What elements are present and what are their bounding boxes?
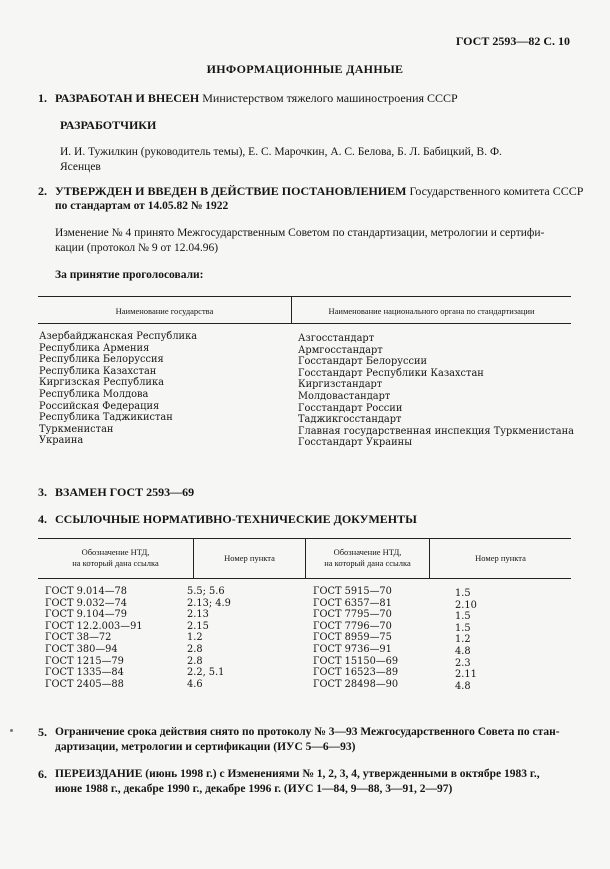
ref-doc: ГОСТ 7795—70	[313, 609, 392, 621]
ref-doc: ГОСТ 16523—89	[313, 667, 399, 679]
section-1-bold: РАЗРАБОТАН И ВНЕСЕН	[55, 91, 200, 105]
page-title: ИНФОРМАЦИОННЫЕ ДАННЫЕ	[206, 62, 404, 76]
references-table	[38, 538, 571, 703]
standards-body-name: Азгосстандарт	[298, 333, 375, 344]
ref-item: 1.5	[455, 588, 471, 599]
ref-doc: ГОСТ 1215—79	[45, 655, 124, 667]
state-name: Республика Таджикистан	[39, 412, 173, 424]
section-6	[38, 767, 588, 783]
ref-header-doc-left	[38, 547, 193, 569]
ref-item: 4.6	[187, 678, 203, 690]
ref-item: 2.13; 4.9	[187, 597, 231, 609]
section-5-line-2: дартизации, метрологии и сертификации (ИУС 5—6—93)	[55, 741, 356, 753]
state-name: Российская Федерация	[39, 400, 160, 412]
section-6-bold: ПЕРЕИЗДАНИЕ	[55, 768, 143, 780]
vote-table-bodies	[298, 333, 574, 449]
state-name: Киргизская Республика	[39, 377, 164, 389]
ref-doc: ГОСТ 8959—75	[313, 632, 392, 644]
ref-item: 5.5; 5.6	[187, 586, 225, 597]
section-6-number: 6.	[38, 767, 47, 781]
ref-item: 4.8	[455, 645, 471, 657]
section-2-bold: УТВЕРЖДЕН И ВВЕДЕН В ДЕЙСТВИЕ ПОСТАНОВЛЕНИЕМ	[55, 184, 407, 198]
section-5-line-1: Ограничение срока действия снято по протоколу № 3—93 Межгосударственного Совета по стан-	[55, 726, 560, 738]
ref-doc: ГОСТ 7796—70	[313, 620, 392, 632]
ref-left-docs	[45, 586, 143, 690]
standards-body-name: Армгосстандарт	[298, 344, 383, 356]
ref-doc: ГОСТ 5915—70	[313, 586, 392, 597]
ref-header-doc-line-1: Обозначение НТД,	[81, 547, 150, 557]
section-6-line-2: июне 1988 г., декабре 1990 г., декабре 1996 г. (ИУС 1—84, 9—88, 3—91, 2—97)	[55, 783, 453, 795]
vote-table	[38, 296, 574, 456]
ref-item: 4.8	[455, 680, 471, 692]
ref-item: 2.8	[187, 655, 203, 667]
state-name: Украина	[39, 435, 84, 447]
ref-item: 1.2	[187, 632, 203, 644]
state-name: Республика Белоруссия	[39, 354, 164, 366]
change-note-line-2: кации (протокол № 9 от 12.04.96)	[55, 242, 219, 254]
standards-body-name: Таджикгосстандарт	[298, 414, 402, 426]
section-3	[38, 485, 338, 501]
vote-table-header-body: Наименование национального органа по стандартизации	[328, 306, 535, 316]
section-4-number: 4.	[38, 512, 47, 526]
ref-header-item-left: Номер пункта	[224, 553, 275, 563]
ref-header-doc-right	[306, 547, 429, 569]
state-name: Туркменистан	[39, 423, 114, 435]
ref-doc: ГОСТ 6357—81	[313, 597, 392, 609]
standards-body-name: Молдовастандарт	[298, 390, 391, 402]
ref-item: 2.2, 5.1	[187, 667, 225, 679]
ref-header-doc-line-1: Обозначение НТД,	[333, 547, 402, 557]
ref-item: 2.8	[187, 643, 203, 655]
ref-header-doc-line-2: на который дана ссылка	[72, 558, 159, 568]
section-1-text: Министерством тяжелого машиностроения СССР	[199, 91, 458, 105]
ref-doc: ГОСТ 9.032—74	[45, 597, 127, 609]
ref-header-doc-line-2: на который дана ссылка	[324, 558, 411, 568]
section-1	[38, 91, 578, 107]
section-3-number: 3.	[38, 485, 47, 499]
vote-table-states	[39, 331, 197, 447]
ref-right-docs	[313, 586, 398, 690]
state-name: Республика Молдова	[39, 388, 149, 400]
standards-body-name: Госстандарт Республики Казахстан	[298, 367, 484, 379]
voted-label: За принятие проголосовали:	[55, 269, 204, 281]
section-3-text: ВЗАМЕН ГОСТ 2593—69	[55, 485, 195, 499]
section-2-line-2: по стандартам от 14.05.82 № 1922	[55, 200, 229, 212]
developers-heading: РАЗРАБОТЧИКИ	[60, 118, 157, 132]
section-5-number: 5.	[38, 725, 47, 739]
ref-item: 2.15	[187, 620, 209, 632]
ref-header-item-right: Номер пункта	[475, 553, 526, 563]
ref-doc: ГОСТ 28498—90	[313, 678, 399, 690]
ref-doc: ГОСТ 2405—88	[45, 678, 124, 690]
state-name: Республика Армения	[39, 342, 150, 354]
standards-body-name: Киргизстандарт	[298, 379, 383, 391]
change-note-line-1: Изменение № 4 принято Межгосударственным Советом по стандартизации, метрологии и сертифи-	[55, 227, 545, 239]
ref-item: 2.3	[455, 657, 471, 669]
section-2	[38, 184, 588, 200]
ref-doc: ГОСТ 15150—69	[313, 655, 399, 667]
section-1-number: 1.	[38, 91, 47, 105]
ref-right-items	[455, 588, 477, 692]
ref-item: 1.2	[455, 634, 471, 646]
standards-body-name: Госстандарт России	[298, 402, 403, 414]
vote-table-header-state: Наименование государства	[115, 306, 214, 316]
state-name: Азербайджанская Республика	[39, 331, 198, 342]
vote-table-head-rule	[38, 323, 571, 324]
margin-dot	[10, 729, 13, 732]
standards-body-name: Главная государственная инспекция Туркменистана	[298, 425, 574, 437]
ref-doc: ГОСТ 9736—91	[313, 643, 392, 655]
developers-line-1: И. И. Тужилкин (руководитель темы), Е. С. Марочкин, А. С. Белова, Б. Л. Бабицкий, В. Ф.	[60, 146, 502, 158]
ref-table-head-rule	[38, 578, 571, 579]
ref-item: 2.10	[455, 599, 477, 611]
standards-body-name: Госстандарт Белоруссии	[298, 356, 428, 368]
ref-doc: ГОСТ 380—94	[45, 643, 118, 655]
section-6-line-1: (июнь 1998 г.) с Изменениями № 1, 2, 3, 4, утвержденными в октябре 1983 г.,	[142, 768, 540, 780]
state-name: Республика Казахстан	[39, 365, 157, 377]
vote-table-top-rule	[38, 296, 571, 297]
ref-item: 1.5	[455, 622, 471, 634]
ref-doc: ГОСТ 1335—84	[45, 667, 124, 679]
ref-doc: ГОСТ 9.014—78	[45, 586, 127, 597]
ref-item: 2.11	[455, 669, 477, 681]
section-4	[38, 512, 488, 528]
ref-item: 2.13	[187, 609, 209, 621]
page-header: ГОСТ 2593—82 С. 10	[455, 34, 570, 48]
ref-left-items	[187, 586, 231, 690]
ref-item: 1.5	[455, 611, 471, 623]
section-2-text: Государственного комитета СССР	[406, 184, 584, 198]
section-4-text: ССЫЛОЧНЫЕ НОРМАТИВНО-ТЕХНИЧЕСКИЕ ДОКУМЕНТЫ	[55, 512, 417, 526]
standards-body-name: Госстандарт Украины	[298, 437, 412, 449]
section-2-number: 2.	[38, 184, 47, 198]
ref-doc: ГОСТ 9.104—79	[45, 609, 127, 621]
section-5	[38, 725, 588, 741]
developers-line-2: Ясенцев	[60, 161, 101, 173]
ref-doc: ГОСТ 38—72	[45, 632, 112, 644]
ref-doc: ГОСТ 12.2.003—91	[45, 620, 143, 632]
